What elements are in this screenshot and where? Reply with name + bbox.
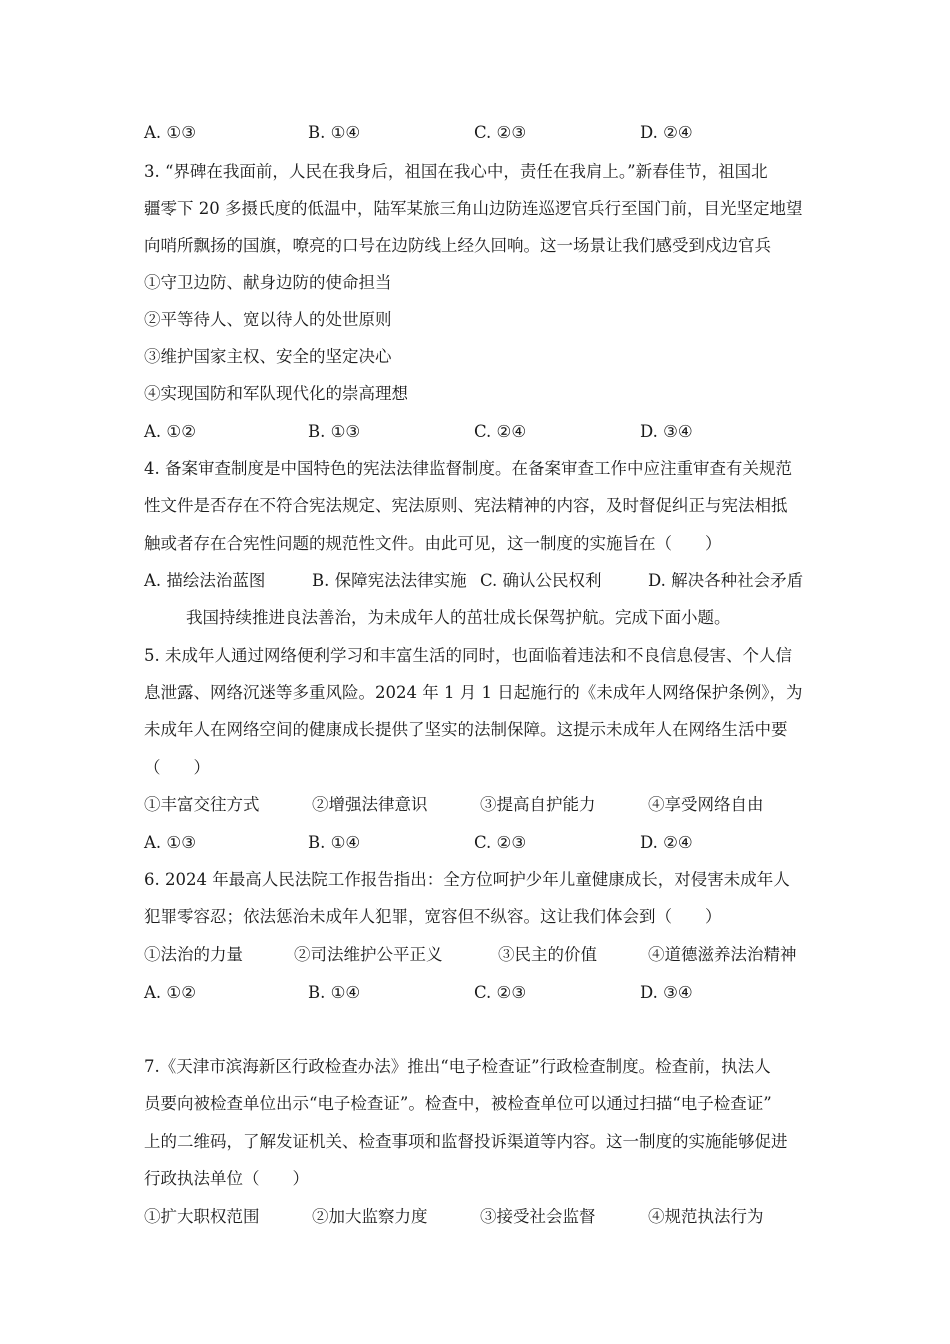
q5-stem-line-1: 5. 未成年人通过网络便利学习和丰富生活的同时，也面临着违法和不良信息侵害、个人信 <box>144 646 792 665</box>
q5-option-c[interactable]: C. ②③ <box>474 833 527 852</box>
q7-statement-4: ④规范执法行为 <box>648 1207 764 1226</box>
q7-statement-1: ①扩大职权范围 <box>144 1207 260 1226</box>
q5-option-d[interactable]: D. ②④ <box>640 833 693 852</box>
q3-statement-1: ①守卫边防、献身边防的使命担当 <box>144 273 392 292</box>
q5-statement-4: ④享受网络自由 <box>648 795 764 814</box>
q5-statements-row <box>144 793 824 817</box>
q7-stem-line-3: 上的二维码，了解发证机关、检查事项和监督投诉渠道等内容。这一制度的实施能够促进 <box>144 1132 788 1151</box>
q5-statement-2: ②增强法律意识 <box>312 795 428 814</box>
q3-statement-3: ③维护国家主权、安全的坚定决心 <box>144 347 392 366</box>
q4-options-row <box>144 569 824 593</box>
q6-options-row <box>144 981 824 1005</box>
q3-stem-line-1: 3. “界碑在我面前，人民在我身后，祖国在我心中，责任在我肩上。”新春佳节，祖国北 <box>144 162 768 181</box>
q4-option-d[interactable]: D. 解决各种社会矛盾 <box>648 571 804 590</box>
q7-statements-row <box>144 1205 824 1229</box>
q3-statement-4: ④实现国防和军队现代化的崇高理想 <box>144 384 408 403</box>
q6-stem-line-1: 6. 2024 年最高人民法院工作报告指出：全方位呵护少年儿童健康成长，对侵害未成年人 <box>144 870 790 889</box>
q3-option-c[interactable]: C. ②④ <box>474 422 527 441</box>
q7-stem-line-4: 行政执法单位（ ） <box>144 1169 309 1188</box>
q6-statement-3: ③民主的价值 <box>498 945 597 964</box>
q3-options-row <box>144 420 824 444</box>
q6-statement-4: ④道德滋养法治精神 <box>648 945 797 964</box>
q4-option-a[interactable]: A. 描绘法治蓝图 <box>144 571 266 590</box>
q7-stem-line-1: 7.《天津市滨海新区行政检查办法》推出“电子检查证”行政检查制度。检查前，执法人 <box>144 1057 771 1076</box>
q5-stem-line-2: 息泄露、网络沉迷等多重风险。2024 年 1 月 1 日起施行的《未成年人网络保护条例》，为 <box>144 683 803 702</box>
q4-stem-line-2: 性文件是否存在不符合宪法规定、宪法原则、宪法精神的内容，及时督促纠正与宪法相抵 <box>144 496 788 515</box>
q6-option-a[interactable]: A. ①② <box>144 983 196 1002</box>
q5-stem-line-3: 未成年人在网络空间的健康成长提供了坚实的法制保障。这提示未成年人在网络生活中要 <box>144 720 788 739</box>
q4-stem-line-3: 触或者存在合宪性问题的规范性文件。由此可见，这一制度的实施旨在（ ） <box>144 534 722 553</box>
q4-option-c[interactable]: C. 确认公民权利 <box>480 571 602 590</box>
q3-option-a[interactable]: A. ①② <box>144 422 196 441</box>
q2-option-a[interactable]: A. ①③ <box>144 123 196 142</box>
q2-option-b[interactable]: B. ①④ <box>308 123 361 142</box>
q4-stem-line-1: 4. 备案审查制度是中国特色的宪法法律监督制度。在备案审查工作中应注重审查有关规范 <box>144 459 792 478</box>
q4-option-b[interactable]: B. 保障宪法法律实施 <box>312 571 467 590</box>
q2-options-row <box>144 121 824 145</box>
q7-statement-3: ③接受社会监督 <box>480 1207 596 1226</box>
q2-option-d[interactable]: D. ②④ <box>640 123 693 142</box>
q3-stem-line-3: 向哨所飘扬的国旗，嘹亮的口号在边防线上经久回响。这一场景让我们感受到戍边官兵 <box>144 236 771 255</box>
q3-option-b[interactable]: B. ①③ <box>308 422 361 441</box>
q6-statements-row <box>144 943 824 967</box>
q3-statement-2: ②平等待人、宽以待人的处世原则 <box>144 310 392 329</box>
q7-stem-line-2: 员要向被检查单位出示“电子检查证”。检查中，被检查单位可以通过扫描“电子检查证” <box>144 1094 772 1113</box>
q5-option-a[interactable]: A. ①③ <box>144 833 196 852</box>
q6-stem-line-2: 犯罪零容忍；依法惩治未成年人犯罪，宽容但不纵容。这让我们体会到（ ） <box>144 907 722 926</box>
q5-stem-line-4: （ ） <box>144 758 210 777</box>
q6-option-d[interactable]: D. ③④ <box>640 983 693 1002</box>
q6-statement-2: ②司法维护公平正义 <box>294 945 443 964</box>
q3-option-d[interactable]: D. ③④ <box>640 422 693 441</box>
q5-option-b[interactable]: B. ①④ <box>308 833 361 852</box>
q5-statement-3: ③提高自护能力 <box>480 795 596 814</box>
q3-stem-line-2: 疆零下 20 多摄氏度的低温中，陆军某旅三角山边防连巡逻官兵行至国门前，目光坚定地望 <box>144 199 803 218</box>
q5-statement-1: ①丰富交往方式 <box>144 795 260 814</box>
q2-option-c[interactable]: C. ②③ <box>474 123 527 142</box>
q5-options-row <box>144 831 824 855</box>
q6-statement-1: ①法治的力量 <box>144 945 243 964</box>
q6-option-c[interactable]: C. ②③ <box>474 983 527 1002</box>
q7-statement-2: ②加大监察力度 <box>312 1207 428 1226</box>
q6-option-b[interactable]: B. ①④ <box>308 983 361 1002</box>
group-intro: 我国持续推进良法善治，为未成年人的茁壮成长保驾护航。完成下面小题。 <box>186 608 731 627</box>
